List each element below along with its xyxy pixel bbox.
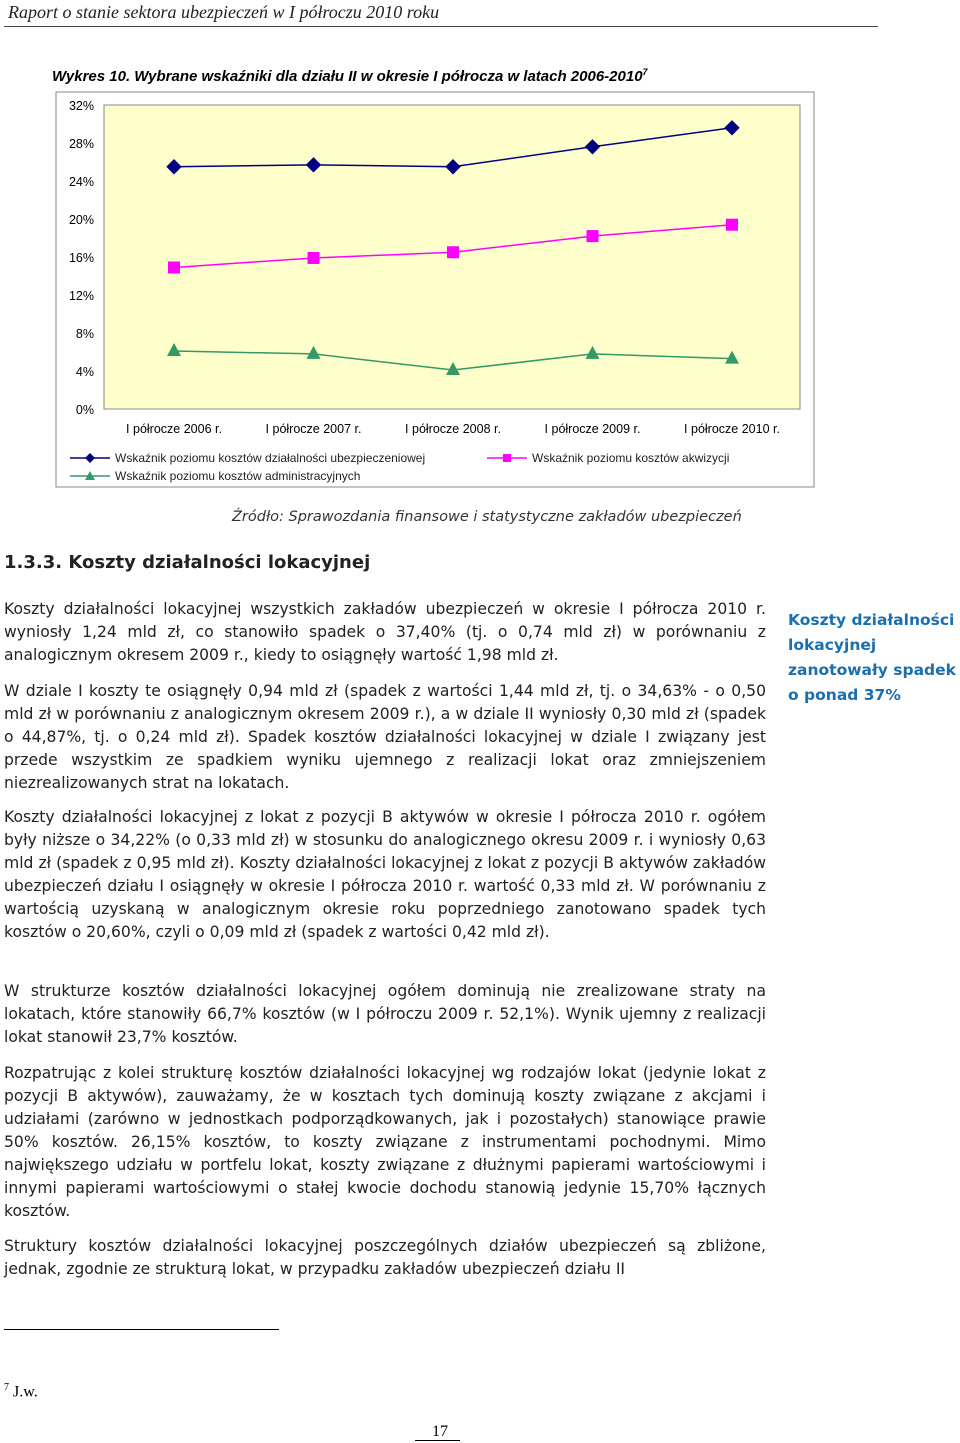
footnote-text: J.w. (9, 1383, 38, 1401)
footnote (4, 1382, 38, 1401)
legend-marker-square (503, 454, 511, 462)
x-tick-label: I półrocze 2009 r. (544, 422, 641, 436)
paragraph-6: Struktury kosztów działalności lokacyjnej poszczególnych działów ubezpieczeń są zbliżone, jednak, zgodnie ze strukturą lokat, w przypadku zakładów ubezpieczeń działu II (4, 1237, 766, 1278)
figure-source: Źródło: Sprawozdania finansowe i statystyczne zakładów ubezpieczeń (232, 509, 742, 525)
y-tick-label: 12% (68, 289, 94, 303)
paragraph-3: Koszty działalności lokacyjnej z lokat z pozycji B aktywów w okresie I półrocza 2010 r. ogółem były niższe o 34,22% (o 0,33 mld zł) w stosunku do analogicznego okresu 2009 r. i wyniosły 0,63 mld zł (spadek z 0,95 mld zł). Koszty działalności lokacyjnej z lokat z pozycji B aktywów zakładów ubezpieczeń działu I osiągnęły w okresie I półrocza 2010 r. wartość 0,33 mld zł. W porównaniu z wartością uzyskaną w analogicznym okresie roku poprzedniego zanotowano spadek tych kosztów o 20,60%, czyli o 0,09 mld zł (spadek z wartości 0,42 mld zł). (4, 808, 766, 941)
y-tick-label: 28% (68, 137, 94, 151)
y-tick-label: 0% (75, 403, 94, 417)
y-tick-label: 24% (68, 175, 94, 189)
y-tick-label: 16% (68, 251, 94, 265)
paragraph-4: W strukturze kosztów działalności lokacyjnej ogółem dominują nie zrealizowane straty na lokatach, które stanowiły 66,7% kosztów (w I półroczu 2009 r. 52,1%). Wynik ujemny z realizacji lokat stanowił 23,7% kosztów. (4, 982, 766, 1046)
data-point-square (447, 246, 459, 258)
y-tick-label: 32% (68, 99, 94, 113)
y-tick-label: 4% (75, 365, 94, 379)
figure-caption-footnote-ref: 7 (642, 67, 648, 77)
footnote-number: 7 (4, 1382, 9, 1393)
page-number: 17 (432, 1423, 448, 1440)
data-point-square (726, 219, 738, 231)
paragraph-5: Rozpatrując z kolei strukturę kosztów działalności lokacyjnej wg rodzajów lokat (jedynie lokat z pozycji B aktywów), zauważamy, że w kosztach tych dominują koszty związane z akcjami i udziałami (zarówno w jednostkach podporządkowanych, jak i pozostałych) stanowiące prawie 50% kosztów. 26,15% kosztów, to koszty związane z instrumentami pochodnymi. Mimo największego udziału w portfelu lokat, koszty związane z dłużnymi papierami wartościowymi i innymi papierami wartościowymi o stałej kwocie dochodu stanowią jedynie 15,70% łącznych kosztów. (4, 1064, 766, 1220)
data-point-square (168, 261, 180, 273)
line-chart (0, 0, 960, 500)
figure-caption-text: Wykres 10. Wybrane wskaźniki dla działu II w okresie I półrocza w latach 2006-2010 (52, 68, 643, 85)
y-tick-label: 20% (68, 213, 94, 227)
page-number-rule (415, 1440, 460, 1441)
x-tick-label: I półrocze 2010 r. (684, 422, 780, 436)
footnote-divider (4, 1329, 279, 1330)
x-tick-label: I półrocze 2006 r. (126, 422, 222, 436)
section-heading: 1.3.3. Koszty działalności lokacyjnej (4, 552, 371, 573)
data-point-square (308, 252, 320, 264)
paragraph-1: Koszty działalności lokacyjnej wszystkich zakładów ubezpieczeń w okresie I półrocza 2010 r. wyniosły 1,24 mld zł, co stanowiło spadek o 37,40% (tj. o 0,74 mld zł) w porównaniu z analogicznym okresem 2009 r., kiedy to osiągnęły wartość 1,98 mld zł. (4, 600, 766, 664)
x-tick-label: I półrocze 2007 r. (265, 422, 362, 436)
x-tick-label: I półrocze 2008 r. (405, 422, 501, 436)
data-point-square (587, 230, 599, 242)
paragraph-2: W dziale I koszty te osiągnęły 0,94 mld zł (spadek z wartości 1,44 mld zł, tj. o 34,63% - o 0,50 mld zł w porównaniu z analogicznym okresem 2009 r.), a w dziale II wyniosły 0,30 mld zł (spadek o 44,87%, tj. o 0,24 mld zł). Spadek kosztów działalności lokacyjnej w dziale I związany jest przede wszystkim ze spadkiem wyniku ujemnego z realizacji lokat oraz zmniejszeniem niezrealizowanych strat na lokatach. (4, 682, 766, 792)
running-header: Raport o stanie sektora ubezpieczeń w I półroczu 2010 roku (8, 2, 440, 22)
legend-label: Wskaźnik poziomu kosztów akwizycji (532, 451, 730, 465)
margin-note: Koszty działalności lokacyjnej zanotowały spadek o ponad 37% (788, 611, 956, 704)
legend-label: Wskaźnik poziomu kosztów działalności ubezpieczeniowej (115, 451, 426, 465)
y-tick-label: 8% (75, 327, 94, 341)
legend-label: Wskaźnik poziomu kosztów administracyjnych (115, 469, 361, 483)
